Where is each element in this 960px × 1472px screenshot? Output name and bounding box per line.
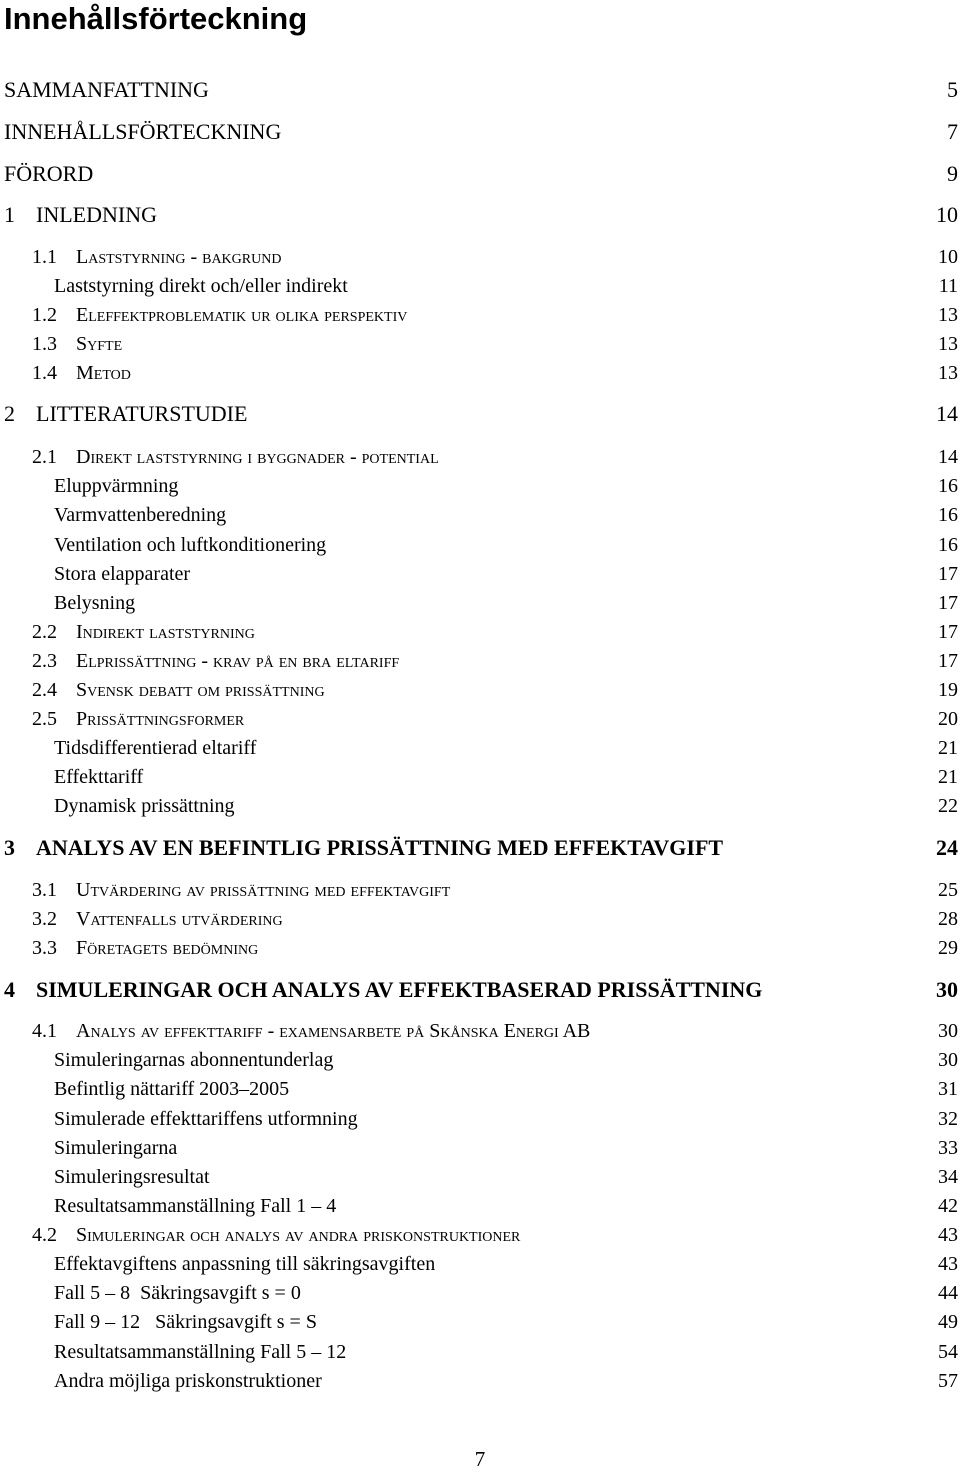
toc-entry-label: Vattenfalls utvärdering	[76, 908, 283, 930]
toc-entry-page: 43	[938, 1224, 958, 1246]
toc-entry-label: Stora elapparater	[54, 563, 191, 585]
toc-entry-page: 20	[938, 708, 958, 730]
toc-entry-label: Ventilation och luftkonditionering	[54, 534, 327, 556]
toc-entry-page: 7	[947, 119, 958, 144]
toc-entry-label: Svensk debatt om prissättning	[76, 679, 325, 701]
toc-entry-label: LITTERATURSTUDIE	[36, 401, 248, 426]
toc-subsection[interactable]	[0, 472, 960, 500]
toc-entry-label: Simuleringsresultat	[54, 1166, 210, 1188]
toc-entry-page: 21	[938, 766, 958, 788]
toc-entry-number: 4	[4, 977, 15, 1002]
toc-entry-label: Laststyrning direkt och/eller indirekt	[54, 275, 348, 297]
toc-entry-page: 21	[938, 737, 958, 759]
toc-entry-label: Simuleringarna	[54, 1137, 178, 1159]
toc-chapter-4[interactable]	[0, 976, 960, 1004]
toc-entry-label: Elprissättning - krav på en bra eltariff	[76, 650, 400, 672]
toc-entry-page: 17	[938, 650, 958, 672]
toc-entry-label: Resultatsammanställning Fall 5 – 12	[54, 1341, 347, 1363]
toc-entry-label: Effektavgiftens anpassning till säkringsavgiften	[54, 1253, 436, 1275]
toc-entry-number: 1.2	[32, 304, 57, 326]
toc-entry-number: 3.3	[32, 937, 57, 959]
toc-entry-page: 14	[938, 446, 958, 468]
toc-entry-label: Eluppvärmning	[54, 475, 179, 497]
toc-entry-label: Befintlig nättariff 2003–2005	[54, 1078, 290, 1100]
toc-entry-number: 2.1	[32, 446, 57, 468]
toc-entry-number: 2	[4, 401, 15, 426]
toc-entry-page: 30	[936, 977, 958, 1002]
toc-section-2-4[interactable]	[0, 676, 960, 704]
toc-entry-page: 14	[936, 401, 958, 426]
toc-entry-label: Simulerade effekttariffens utformning	[54, 1108, 358, 1130]
toc-subsection[interactable]	[0, 1367, 960, 1395]
toc-entry-label: Utvärdering av prissättning med effektavgift	[76, 879, 451, 901]
toc-entry-page: 28	[938, 908, 958, 930]
toc-entry-page: 30	[938, 1020, 958, 1042]
toc-entry-number: 2.5	[32, 708, 57, 730]
toc-chapter-1[interactable]	[0, 201, 960, 229]
toc-section-2-2[interactable]	[0, 618, 960, 646]
toc-entry-label: SIMULERINGAR OCH ANALYS AV EFFEKTBASERAD PRISSÄTTNING	[36, 977, 763, 1002]
toc-entry-label: Belysning	[54, 592, 136, 614]
toc-entry-page: 30	[938, 1049, 958, 1071]
toc-section-2-3[interactable]	[0, 647, 960, 675]
toc-entry-label: Företagets bedömning	[76, 937, 259, 959]
toc-entry-page: 5	[947, 77, 958, 102]
toc-entry-number: 1	[4, 202, 15, 227]
toc-subsection[interactable]	[0, 1338, 960, 1366]
toc-subsection[interactable]	[0, 589, 960, 617]
page-number: 7	[474, 1447, 486, 1471]
toc-entry-page: 24	[936, 835, 958, 860]
toc-entry-page: 33	[938, 1137, 958, 1159]
toc-entry-number: 1.3	[32, 333, 57, 355]
toc-entry-label: Laststyrning - bakgrund	[76, 246, 282, 268]
toc-subsection[interactable]	[0, 560, 960, 588]
toc-entry-page: 17	[938, 563, 958, 585]
toc-entry-label: Andra möjliga priskonstruktioner	[54, 1370, 322, 1392]
toc-entry-page: 10	[936, 202, 958, 227]
toc-entry-number: 4.2	[32, 1224, 57, 1246]
toc-entry-label: Varmvattenberedning	[54, 504, 227, 526]
toc-entry-page: 22	[938, 795, 958, 817]
toc-entry-label: ANALYS AV EN BEFINTLIG PRISSÄTTNING MED EFFEKTAVGIFT	[36, 835, 724, 860]
toc-section-4-2[interactable]	[0, 1221, 960, 1249]
toc-section-2-5[interactable]	[0, 705, 960, 733]
toc-entry-number: 2.4	[32, 679, 57, 701]
toc-entry-sammanfattning[interactable]	[0, 76, 960, 104]
toc-entry-label: Metod	[76, 362, 131, 384]
toc-entry-page: 16	[938, 534, 958, 556]
toc-subsection[interactable]	[0, 1075, 960, 1103]
toc-section-1-4[interactable]	[0, 359, 960, 387]
toc-subsection[interactable]	[0, 1046, 960, 1074]
toc-entry-number: 2.2	[32, 621, 57, 643]
toc-entry-page: 16	[938, 475, 958, 497]
toc-entry-page: 43	[938, 1253, 958, 1275]
toc-entry-number: 1.4	[32, 362, 57, 384]
toc-entry-label: Effekttariff	[54, 766, 144, 788]
toc-entry-page: 17	[938, 592, 958, 614]
toc-entry-page: 44	[938, 1282, 958, 1304]
toc-chapter-3[interactable]	[0, 834, 960, 862]
toc-entry-page: 13	[938, 362, 958, 384]
toc-subsection[interactable]	[0, 763, 960, 791]
toc-entry-label: Syfte	[76, 333, 123, 355]
toc-entry-page: 32	[938, 1108, 958, 1130]
toc-entry-label: Resultatsammanställning Fall 1 – 4	[54, 1195, 337, 1217]
toc-entry-page: 34	[938, 1166, 958, 1188]
toc-entry-label: INNEHÅLLSFÖRTECKNING	[4, 119, 282, 144]
toc-entry-page: 16	[938, 504, 958, 526]
toc-entry-page: 10	[938, 246, 958, 268]
toc-entry-label: INLEDNING	[36, 202, 157, 227]
toc-entry-label: Eleffektproblematik ur olika perspektiv	[76, 304, 408, 326]
toc-section-3-3[interactable]	[0, 934, 960, 962]
toc-section-1-1[interactable]	[0, 243, 960, 271]
toc-entry-page: 25	[938, 879, 958, 901]
toc-entry-page: 17	[938, 621, 958, 643]
toc-section-3-2[interactable]	[0, 905, 960, 933]
toc-entry-label: Tidsdifferentierad eltariff	[54, 737, 257, 759]
toc-entry-number: 3.1	[32, 879, 57, 901]
toc-entry-page: 31	[938, 1078, 958, 1100]
toc-entry-label: Prissättningsformer	[76, 708, 245, 730]
toc-entry-page: 13	[938, 304, 958, 326]
toc-section-2-1[interactable]	[0, 443, 960, 471]
toc-entry-number: 3	[4, 835, 15, 860]
toc-section-1-2[interactable]	[0, 301, 960, 329]
toc-entry-innehallsforteckning[interactable]	[0, 118, 960, 146]
toc-subsection[interactable]	[0, 1250, 960, 1278]
toc-subsection[interactable]	[0, 734, 960, 762]
toc-entry-page: 11	[938, 275, 958, 297]
toc-entry-page: 49	[938, 1311, 958, 1333]
toc-subsection[interactable]	[0, 1134, 960, 1162]
toc-entry-number: 2.3	[32, 650, 57, 672]
toc-entry-page: 19	[938, 679, 958, 701]
toc-subsection[interactable]	[0, 531, 960, 559]
toc-entry-label: Direkt laststyrning i byggnader - potential	[76, 446, 439, 468]
toc-entry-label: Simuleringar och analys av andra priskonstruktioner	[76, 1224, 521, 1246]
toc-entry-label: Indirekt laststyrning	[76, 621, 255, 643]
toc-subsection[interactable]	[0, 501, 960, 529]
toc-entry-label: Simuleringarnas abonnentunderlag	[54, 1049, 334, 1071]
toc-entry-page: 29	[938, 937, 958, 959]
toc-entry-page: 57	[938, 1370, 958, 1392]
toc-subsection[interactable]	[0, 272, 960, 300]
toc-entry-label: Analys av effekttariff - examensarbete på Skånska Energi AB	[76, 1020, 591, 1042]
toc-entry-number: 4.1	[32, 1020, 57, 1042]
toc-subsection[interactable]	[0, 1308, 960, 1336]
toc-entry-page: 13	[938, 333, 958, 355]
toc-subsection[interactable]	[0, 1105, 960, 1133]
toc-entry-label: Fall 5 – 8 Säkringsavgift s = 0	[54, 1282, 301, 1304]
page-title: Innehållsförteckning	[4, 1, 308, 36]
toc-subsection[interactable]	[0, 1192, 960, 1220]
toc-entry-number: 3.2	[32, 908, 57, 930]
toc-subsection[interactable]	[0, 792, 960, 820]
toc-entry-forord[interactable]	[0, 160, 960, 188]
toc-entry-page: 9	[947, 161, 958, 186]
toc-chapter-2[interactable]	[0, 400, 960, 428]
toc-section-3-1[interactable]	[0, 876, 960, 904]
toc-entry-number: 1.1	[32, 246, 57, 268]
toc-subsection[interactable]	[0, 1279, 960, 1307]
toc-subsection[interactable]	[0, 1163, 960, 1191]
toc-entry-page: 42	[938, 1195, 958, 1217]
toc-section-1-3[interactable]	[0, 330, 960, 358]
toc-entry-label: Dynamisk prissättning	[54, 795, 235, 817]
toc-entry-label: SAMMANFATTNING	[4, 77, 209, 102]
toc-entry-label: Fall 9 – 12 Säkringsavgift s = S	[54, 1311, 317, 1333]
toc-entry-page: 54	[938, 1341, 958, 1363]
toc-entry-label: FÖRORD	[4, 161, 94, 186]
toc-section-4-1[interactable]	[0, 1017, 960, 1045]
